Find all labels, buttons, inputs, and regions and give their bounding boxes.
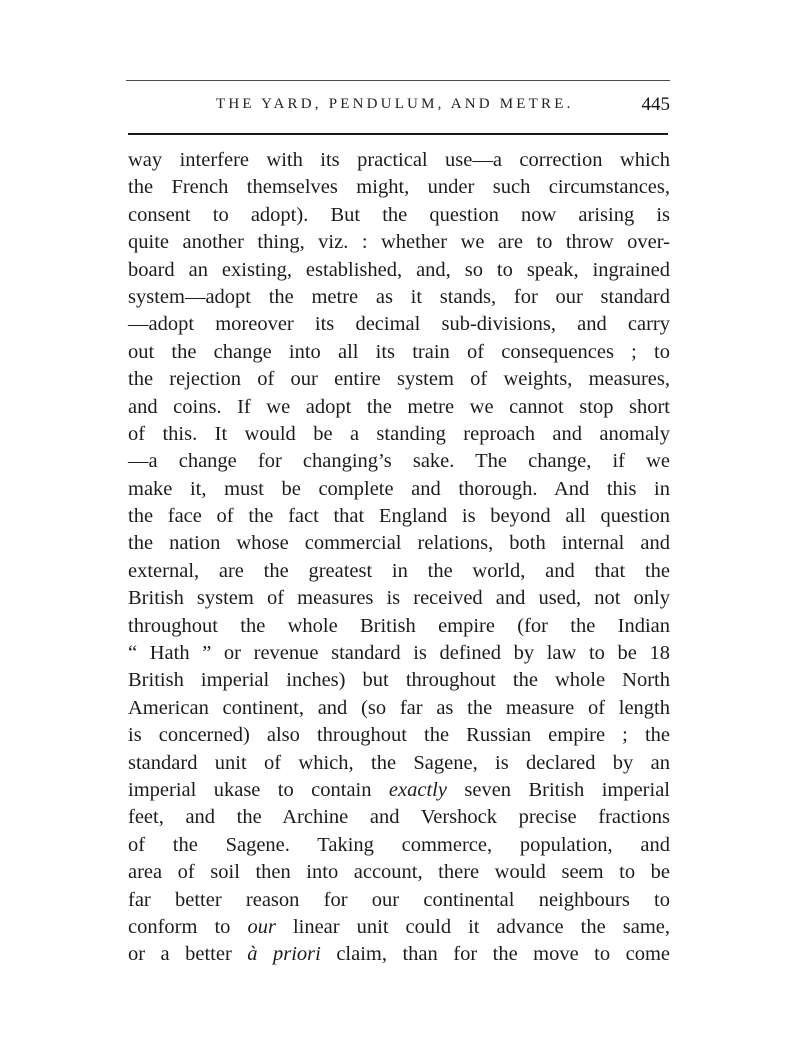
text-line: area of soil then into account, there would seem to be [128, 861, 670, 884]
text-line: far better reason for our continental neighbours to [128, 888, 670, 911]
text-line: board an existing, established, and, so to speak, ingrained [128, 258, 670, 281]
text-line: the rejection of our entire system of weights, measures, [128, 368, 670, 391]
page-number: 445 [641, 94, 670, 115]
text-line: out the change into all its train of consequences ; to [128, 340, 670, 363]
italic-word: our [247, 915, 276, 938]
text-line: of the Sagene. Taking commerce, population, and [128, 833, 670, 856]
text-line: the nation whose commercial relations, both internal and [128, 532, 670, 555]
text-line: feet, and the Archine and Vershock precise fractions [128, 806, 670, 829]
text-line [128, 941, 670, 968]
text-line: British system of measures is received and used, not only [128, 587, 670, 610]
running-title: THE YARD, PENDULUM, AND METRE. [216, 96, 574, 112]
text-line: —adopt moreover its decimal sub-divisions, and carry [128, 313, 670, 336]
text-line: throughout the whole British empire (for the Indian [128, 614, 670, 637]
text-line: of this. It would be a standing reproach and anomaly [128, 422, 670, 445]
text-line: system—adopt the metre as it stands, for our standard [128, 285, 670, 308]
text-line: “ Hath ” or revenue standard is defined by law to be 18 [128, 642, 670, 665]
text-line: way interfere with its practical use—a correction which [128, 149, 670, 171]
header-rule-bottom [128, 133, 668, 135]
text-line: external, are the greatest in the world, and that the [128, 559, 670, 582]
text-line: American continent, and (so far as the measure of length [128, 696, 670, 719]
header-rule-top [126, 80, 670, 81]
text-line [128, 777, 670, 804]
text-run: linear unit could it advance the same, [275, 915, 670, 938]
text-line: standard unit of which, the Sagene, is declared by an [128, 751, 670, 774]
text-line: make it, must be complete and thorough. And this in [128, 477, 670, 500]
text-line: is concerned) also throughout the Russian empire ; the [128, 724, 670, 747]
text-run: seven British imperial [446, 778, 670, 801]
text-run: imperial ukase to contain [128, 778, 389, 801]
text-run: claim, than for the move to come [320, 943, 670, 966]
text-line [128, 914, 670, 941]
text-line: and coins. If we adopt the metre we cannot stop short [128, 395, 670, 418]
text-line: consent to adopt). But the question now arising is [128, 203, 670, 226]
text-line: —a change for changing’s sake. The change, if we [128, 450, 670, 473]
text-line: the French themselves might, under such circumstances, [128, 176, 670, 199]
body-text [128, 147, 670, 969]
italic-word: à priori [247, 943, 321, 966]
italic-word: exactly [388, 778, 447, 801]
text-run: conform to [128, 915, 248, 938]
text-line: British imperial inches) but throughout the whole North [128, 669, 670, 692]
running-head [126, 94, 670, 120]
text-run: or a better [128, 943, 248, 966]
text-line: quite another thing, viz. : whether we are to throw over- [128, 231, 670, 254]
text-line: the face of the fact that England is beyond all question [128, 505, 670, 528]
